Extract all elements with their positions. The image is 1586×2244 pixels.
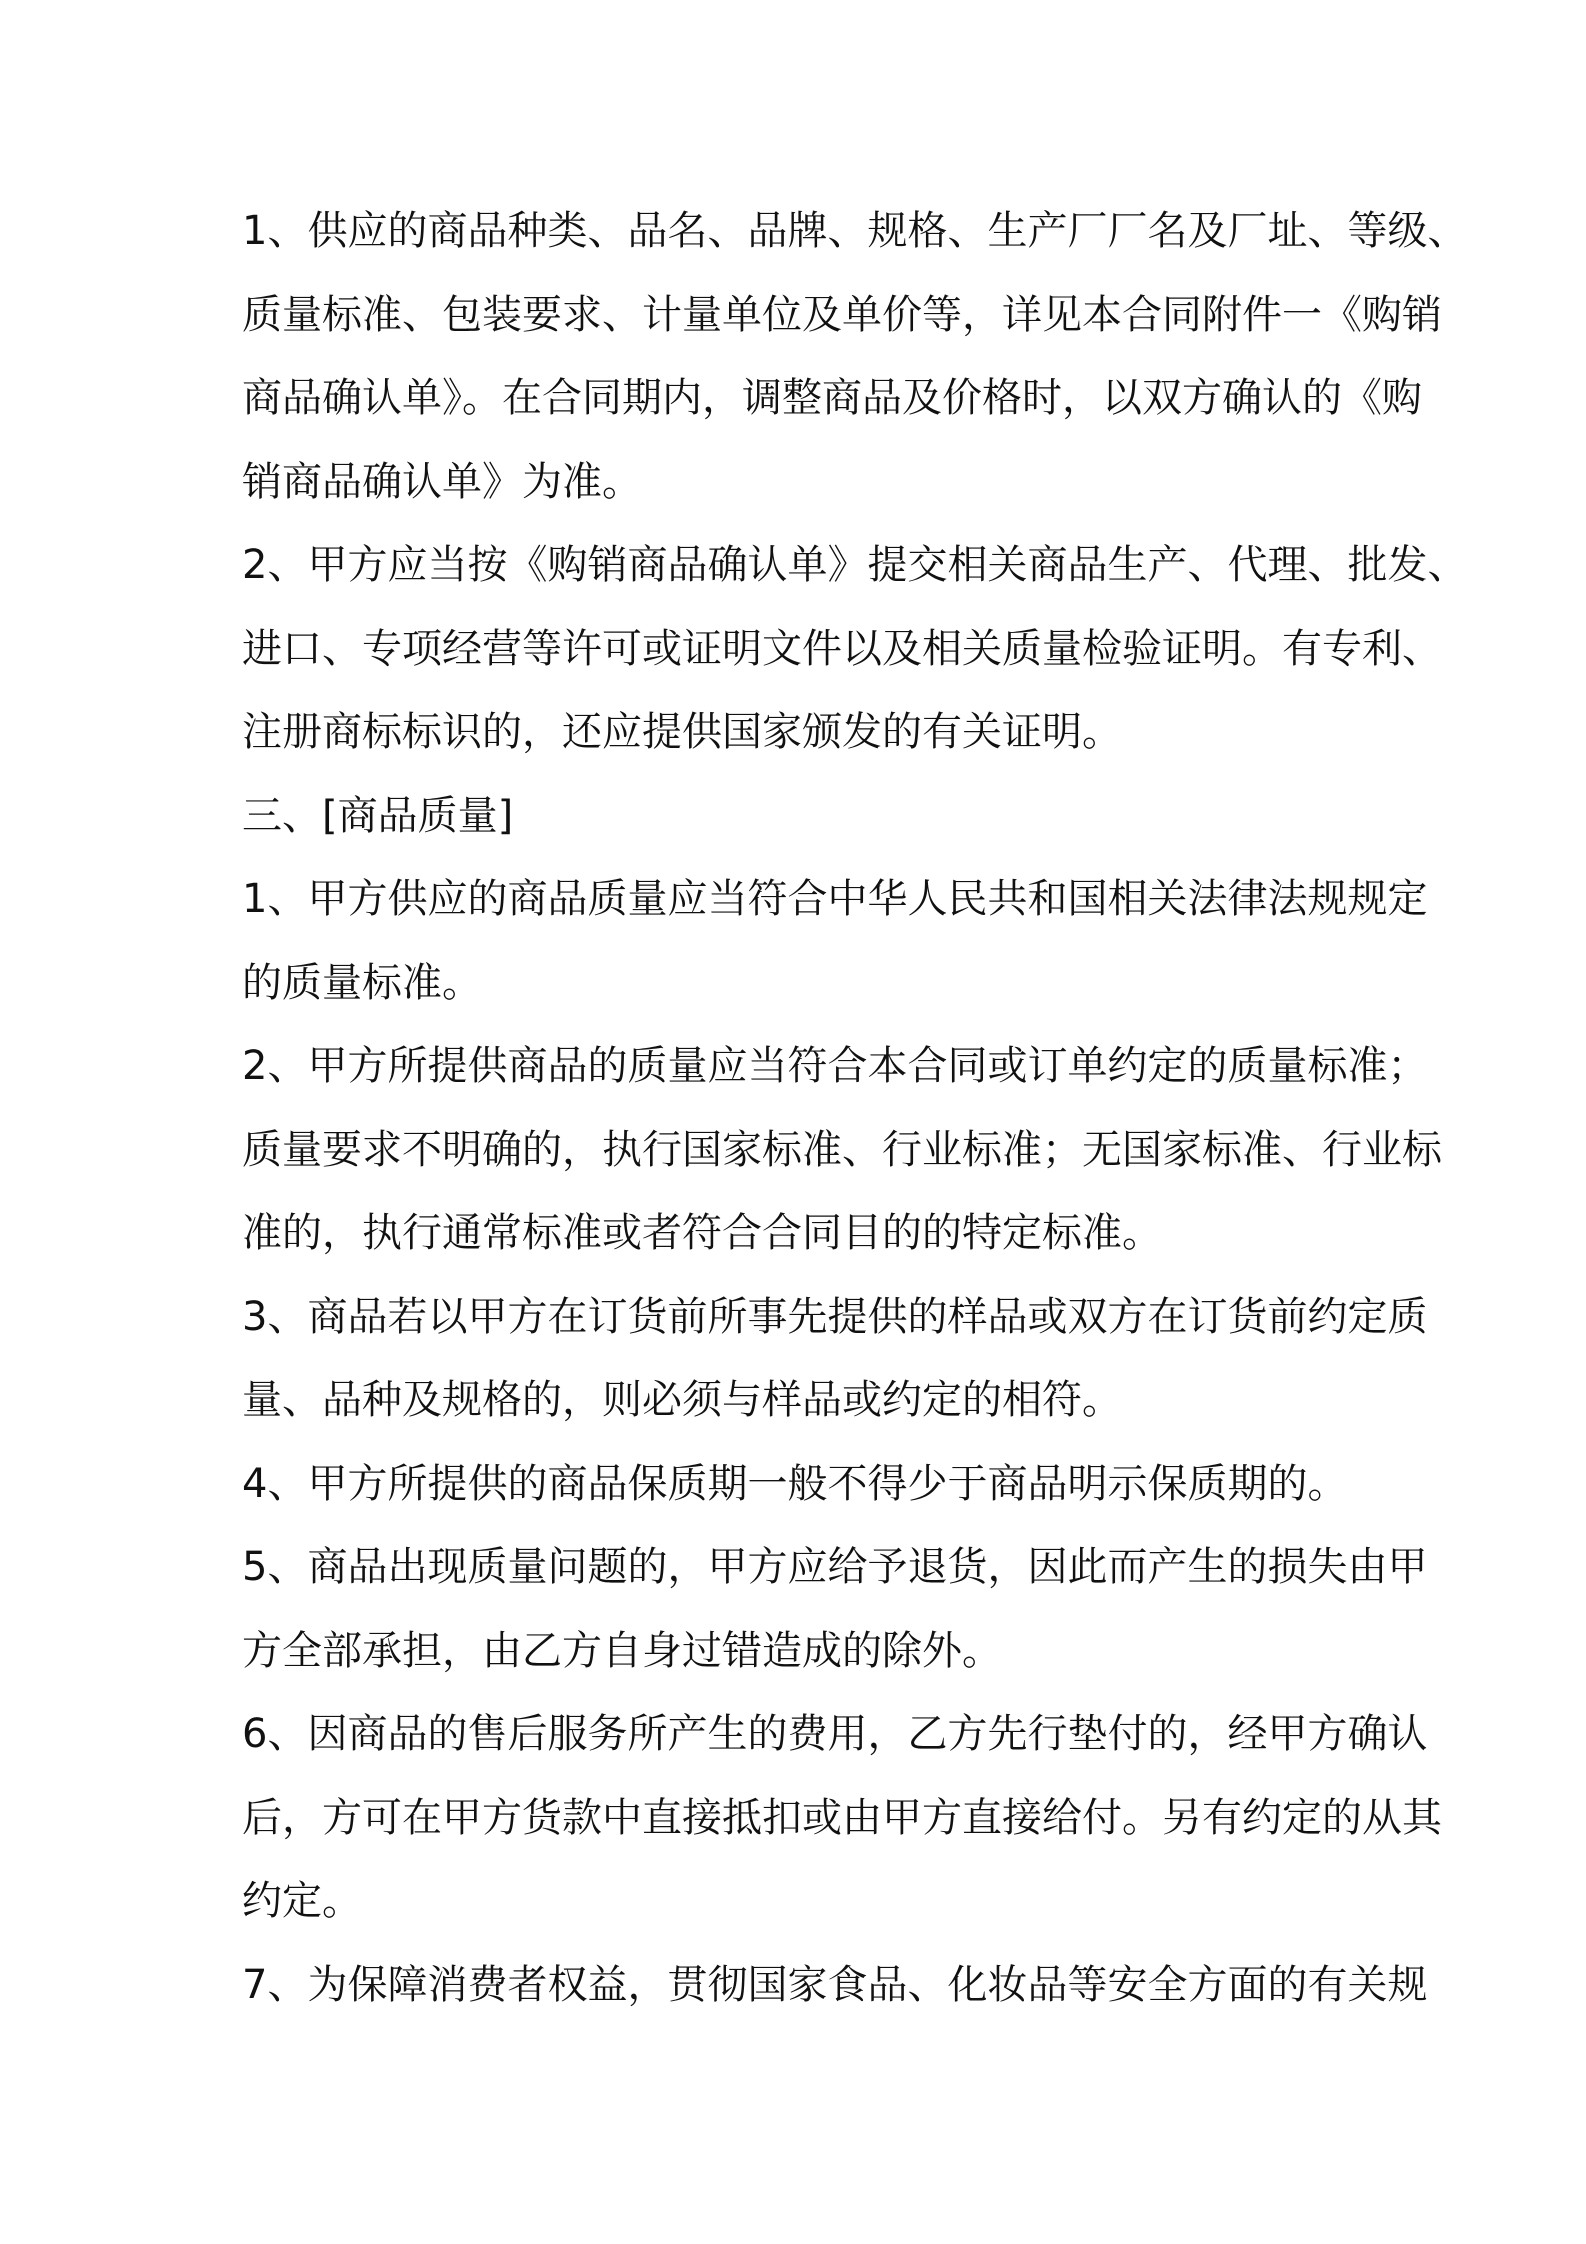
section-heading: 三、[商品质量]	[242, 792, 514, 839]
text-line: 2、甲方应当按《购销商品确认单》提交相关商品生产、代理、批发、	[242, 542, 1468, 588]
text-line: 商品确认单》。在合同期内，调整商品及价格时，以双方确认的《购	[242, 375, 1422, 421]
text-line: 1、甲方供应的商品质量应当符合中华人民共和国相关法律法规规定	[242, 876, 1428, 922]
text-line: 质量要求不明确的，执行国家标准、行业标准；无国家标准、行业标	[242, 1126, 1442, 1173]
contract-text-body	[242, 190, 1468, 2027]
text-line: 7、为保障消费者权益，贯彻国家食品、化妆品等安全方面的有关规	[242, 1961, 1428, 2008]
text-line: 量、品种及规格的，则必须与样品或约定的相符。	[242, 1377, 1122, 1423]
text-line: 的质量标准。	[242, 959, 482, 1006]
text-line: 进口、专项经营等许可或证明文件以及相关质量检验证明。有专利、	[242, 625, 1442, 672]
text-line: 质量标准、包装要求、计量单位及单价等，详见本合同附件一《购销	[242, 291, 1442, 338]
text-line: 3、商品若以甲方在订货前所事先提供的样品或双方在订货前约定质	[242, 1293, 1428, 1340]
text-line: 6、因商品的售后服务所产生的费用，乙方先行垫付的，经甲方确认	[242, 1711, 1428, 1757]
text-line: 销商品确认单》为准。	[242, 458, 642, 505]
text-line: 5、商品出现质量问题的，甲方应给予退货，因此而产生的损失由甲	[242, 1544, 1428, 1590]
text-line: 方全部承担，由乙方自身过错造成的除外。	[242, 1627, 1002, 1674]
text-line: 准的，执行通常标准或者符合合同目的的特定标准。	[242, 1210, 1162, 1256]
text-line: 注册商标标识的，还应提供国家颁发的有关证明。	[242, 709, 1122, 755]
text-line: 约定。	[242, 1878, 362, 1924]
text-line: 2、甲方所提供商品的质量应当符合本合同或订单约定的质量标准；	[242, 1043, 1428, 1089]
text-line: 1、供应的商品种类、品名、品牌、规格、生产厂厂名及厂址、等级、	[242, 208, 1468, 254]
text-line: 后，方可在甲方货款中直接抵扣或由甲方直接给付。另有约定的从其	[242, 1794, 1442, 1841]
text-line: 4、甲方所提供的商品保质期一般不得少于商品明示保质期的。	[242, 1460, 1348, 1507]
